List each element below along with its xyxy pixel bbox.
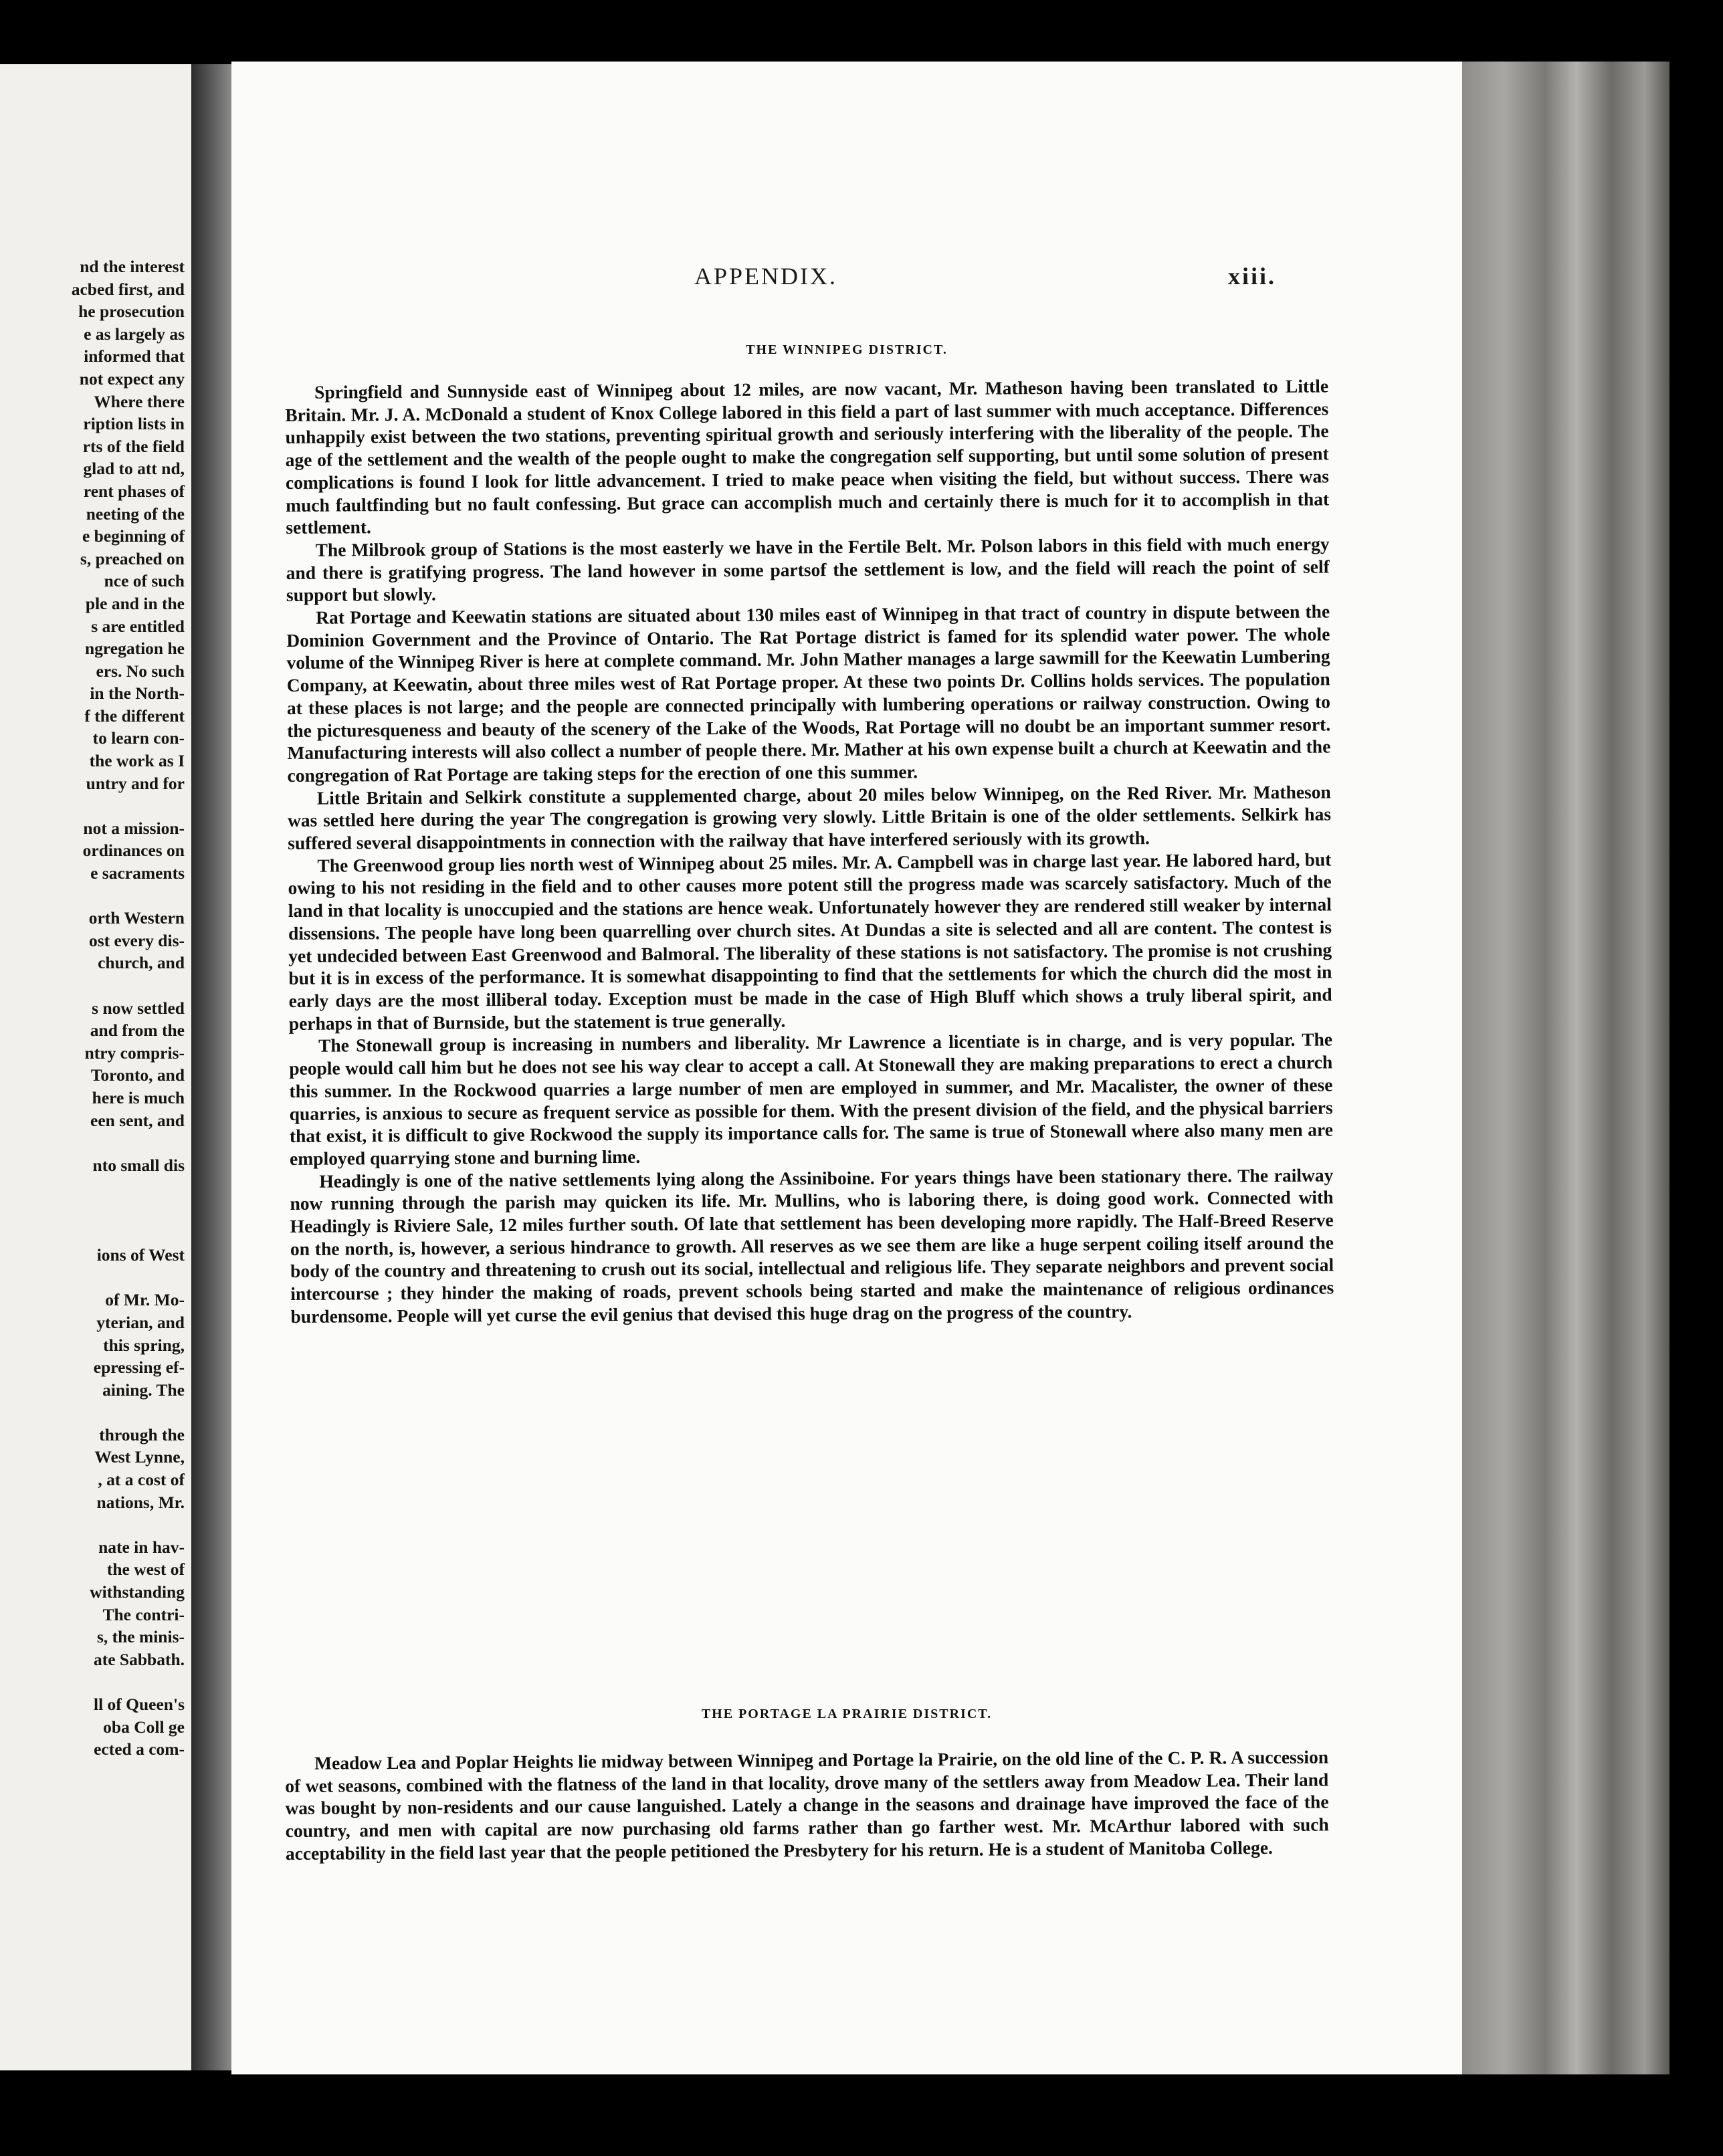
facing-page-line: nto small dis — [92, 1155, 185, 1175]
facing-page-line: the work as I — [89, 751, 185, 771]
facing-page-line: acbed first, and — [71, 279, 185, 299]
paragraph: Rat Portage and Keewatin stations are situated about 130 miles east of Winnipeg in that tract of country in dispute between the Dominion Government and the Province of Ontario. The Rat Portage district is famed for its splendid water power. The whole volume of the Winnipeg River is here at complete command. Mr. John Mather manages a large sawmill for the Keewatin Lumbering Company, at Keewatin, about three miles west of Rat Portage proper. At these two points Dr. Collins holds services. The population at these places is not large; and the people are connected principally with lumbering operations or railway construction. Owing to the picturesqueness and beauty of the scenery of the Lake of the Woods, Rat Portage will no doubt be an important summer resort. Manufacturing interests will also collect a number of people there. Mr. Mather at his own expense built a church at Keewatin and the congregation of Rat Portage are taking steps for the erection of one this summer. — [286, 601, 1331, 786]
facing-page-line: s, preached on — [80, 548, 185, 568]
facing-page-line: rent phases of — [83, 481, 185, 501]
page-number: xiii. — [1228, 263, 1277, 290]
facing-page-line: neeting of the — [86, 504, 185, 524]
facing-page-line: ll of Queen's — [93, 1695, 185, 1714]
facing-page-line: glad to att nd, — [83, 459, 185, 479]
facing-page-line: in the North- — [90, 683, 185, 704]
facing-page-line: s are entitled — [91, 616, 185, 636]
facing-page-line: epressing ef- — [93, 1358, 185, 1378]
facing-page-line: here is much — [92, 1087, 185, 1107]
facing-page-line: e beginning of — [82, 526, 185, 546]
facing-page-left — [0, 64, 191, 2070]
facing-page-line — [0, 1131, 191, 1154]
facing-page-line: he prosecution — [78, 302, 185, 322]
facing-page-text — [0, 255, 191, 1761]
facing-page-line: oba Coll ge — [103, 1717, 185, 1737]
paragraph: The Greenwood group lies north west of Winnipeg about 25 miles. Mr. A. Campbell was in charge last year. He labored hard, but owing to his not residing in the field and to other causes more potent still the progress made was scarcely satisfactory. Much of the land in that locality is unoccupied and the stations are hence weak. Unfortunately however they are rendered still weaker by internal dissensions. The people have long been quarrelling over church sites. At Dundas a site is selected and all are content. The contest is yet undecided between East Greenwood and Balmoral. The liberality of these stations is not satisfactory. The promise is not crushing but it is in excess of the performance. It is somewhat disappointing to find that the settlements for which the church did the most in early days are the most illiberal today. Exception must be made in the case of High Bluff which shows a truly liberal spirit, and perhaps in that of Burnside, but the statement is true generally. — [288, 849, 1332, 1034]
facing-page-line: informed that — [84, 346, 185, 366]
facing-page-line: and from the — [90, 1020, 185, 1041]
facing-page-line: yterian, and — [96, 1312, 185, 1332]
facing-page-line: een sent, and — [90, 1110, 185, 1130]
facing-page-line: e as largely as — [84, 324, 185, 344]
facing-page-line: e sacraments — [90, 863, 185, 883]
facing-page-line: not expect any — [79, 368, 185, 389]
facing-page-line: ions of West — [96, 1245, 185, 1265]
facing-page-line: West Lynne, — [94, 1447, 185, 1467]
facing-page-line: of Mr. Mo- — [105, 1290, 185, 1310]
paragraph: Meadow Lea and Poplar Heights lie midway between Winnipeg and Portage la Prairie, on the old line of the C. P. R. A succession of wet seasons, combined with the flatness of the land in that locality, drove many of the settlers away from Meadow Lea. Their land was bought by non-residents and our cause languished. Lately a change in the seasons and drainage have improved the face of the country, and men with capital are now purchasing old farms rather than go farther west. Mr. McArthur labored with such acceptability in the field last year that the people petitioned the Presbytery for his return. He is a student of Manitoba College. — [285, 1746, 1329, 1864]
facing-page-line: Toronto, and — [90, 1065, 185, 1085]
paragraph: Headingly is one of the native settlements lying along the Assiniboine. For years things have been stationary there. The railway now running through the parish may quicken its life. Mr. Mullins, who is laboring there, is doing good work. Connected with Headingly is Riviere Sale, 12 miles further south. Of late that settlement has been developing more rapidly. The Half-Breed Reserve on the north, is, however, a serious hindrance to growth. All reserves as we see them are like a huge serpent coiling itself around the body of the country and threatening to crush out its social, intellectual and religious life. They separate neighbors and prevent social intercourse ; they hinder the making of roads, prevent schools being started and make the maintenance of religious ordinances burdensome. People will yet curse the evil genius that devised this huge drag on the progress of the country. — [290, 1164, 1334, 1327]
facing-page-line: untry and for — [86, 773, 185, 793]
facing-page-line: Where there — [94, 391, 185, 411]
facing-page-line — [0, 794, 191, 817]
facing-page-line — [0, 1513, 191, 1536]
facing-page-line — [0, 1199, 191, 1222]
paragraph: The Milbrook group of Stations is the most easterly we have in the Fertile Belt. Mr. Polson labors in this field with much energy and there is gratifying progress. The land however in some partsof the settlement is low, and the field will reach the point of self support but slowly. — [286, 533, 1330, 606]
facing-page-line: nations, Mr. — [96, 1492, 185, 1512]
facing-page-line — [0, 1670, 191, 1693]
facing-page-line: ription lists in — [83, 414, 185, 434]
section-body-portage — [285, 1745, 1329, 1864]
facing-page-line — [0, 1176, 191, 1199]
facing-page-line: ost every dis- — [88, 930, 185, 950]
facing-page-line — [0, 1222, 191, 1245]
facing-page-line: aining. The — [102, 1380, 185, 1400]
paragraph: Little Britain and Selkirk constitute a supplemented charge, about 20 miles below Winnipeg, on the Red River. Mr. Matheson was settled here during the year The congregation is growing very slowly. Little Britain is one of the older settlements. Selkirk has suffered several disappointments in connection with the railway that have interfered seriously with its growth. — [287, 781, 1332, 854]
facing-page-line: s now settled — [92, 998, 185, 1018]
facing-page-line — [0, 1401, 191, 1424]
facing-page-line — [0, 885, 191, 907]
section-heading-winnipeg: THE WINNIPEG DISTRICT. — [746, 342, 948, 357]
facing-page-line: ected a com- — [94, 1739, 185, 1759]
facing-page-line: nd the interest — [80, 257, 185, 276]
facing-page-line: rts of the field — [82, 436, 185, 456]
page-block-edge — [1462, 62, 1669, 2074]
facing-page-line: f the different — [84, 706, 185, 726]
section-heading-portage: THE PORTAGE LA PRAIRIE DISTRICT. — [701, 1707, 993, 1721]
facing-page-line — [0, 974, 191, 997]
facing-page-line: ngregation he — [85, 639, 185, 659]
facing-page-line: church, and — [98, 953, 185, 973]
facing-page-line: orth Western — [88, 908, 185, 928]
facing-page-line — [0, 1267, 191, 1289]
facing-page-line: ple and in the — [85, 593, 185, 613]
section-body-winnipeg — [285, 374, 1334, 1327]
facing-page-line: , at a cost of — [98, 1470, 185, 1490]
facing-page-line: withstanding — [90, 1582, 185, 1602]
facing-page-line: nce of such — [104, 571, 185, 591]
facing-page-line: this spring, — [103, 1335, 185, 1355]
facing-page-line: The contri- — [102, 1604, 185, 1624]
paragraph: The Stonewall group is increasing in numbers and liberality. Mr Lawrence a licentiate is in charge, and is very popular. The people would call him but he does not see his way clear to accept a call. At Stonewall they are making preparations to erect a church this summer. In the Rockwood quarries a large number of men are employed in summer, and Mr. Macalister, the owner of these quarries, is anxious to secure as frequent service as possible for them. With the present division of the field, and the physical barriers that exist, it is difficult to give Rockwood the supply its importance calls for. The same is true of Stonewall where also many men are employed quarrying stone and burning lime. — [289, 1029, 1333, 1169]
facing-page-line: ordinances on — [82, 841, 185, 861]
facing-page-line: ers. No such — [96, 661, 185, 681]
facing-page-line: ate Sabbath. — [93, 1649, 185, 1669]
facing-page-line: through the — [99, 1424, 185, 1444]
facing-page-line: ntry compris- — [84, 1043, 185, 1063]
paragraph: Springfield and Sunnyside east of Winnipeg about 12 miles, are now vacant, Mr. Matheson having been translated to Little Britain. Mr. J. A. McDonald a student of Knox College labored in this field a part of last summer with much acceptance. Differences unhappily exist between the two stations, preventing spiritual growth and seriously interfering with the liberality of the people. The age of the settlement and the wealth of the people ought to make the congregation self supporting, but until some solution of present complications is found I look for little advancement. I tried to make peace when visiting the field, but without success. There was much faultfinding but no fault confessing. But grace can accomplish much and certainly there is much for it to accomplish in that settlement. — [285, 375, 1330, 538]
book-page — [231, 62, 1462, 2074]
running-head-title: APPENDIX. — [694, 263, 838, 290]
facing-page-line: nate in hav- — [98, 1537, 185, 1557]
binding-gutter — [191, 64, 231, 2070]
facing-page-line: not a mission- — [83, 818, 185, 838]
facing-page-line: s, the minis- — [96, 1627, 185, 1647]
facing-page-line: the west of — [106, 1559, 185, 1580]
facing-page-line: to learn con- — [92, 728, 185, 748]
